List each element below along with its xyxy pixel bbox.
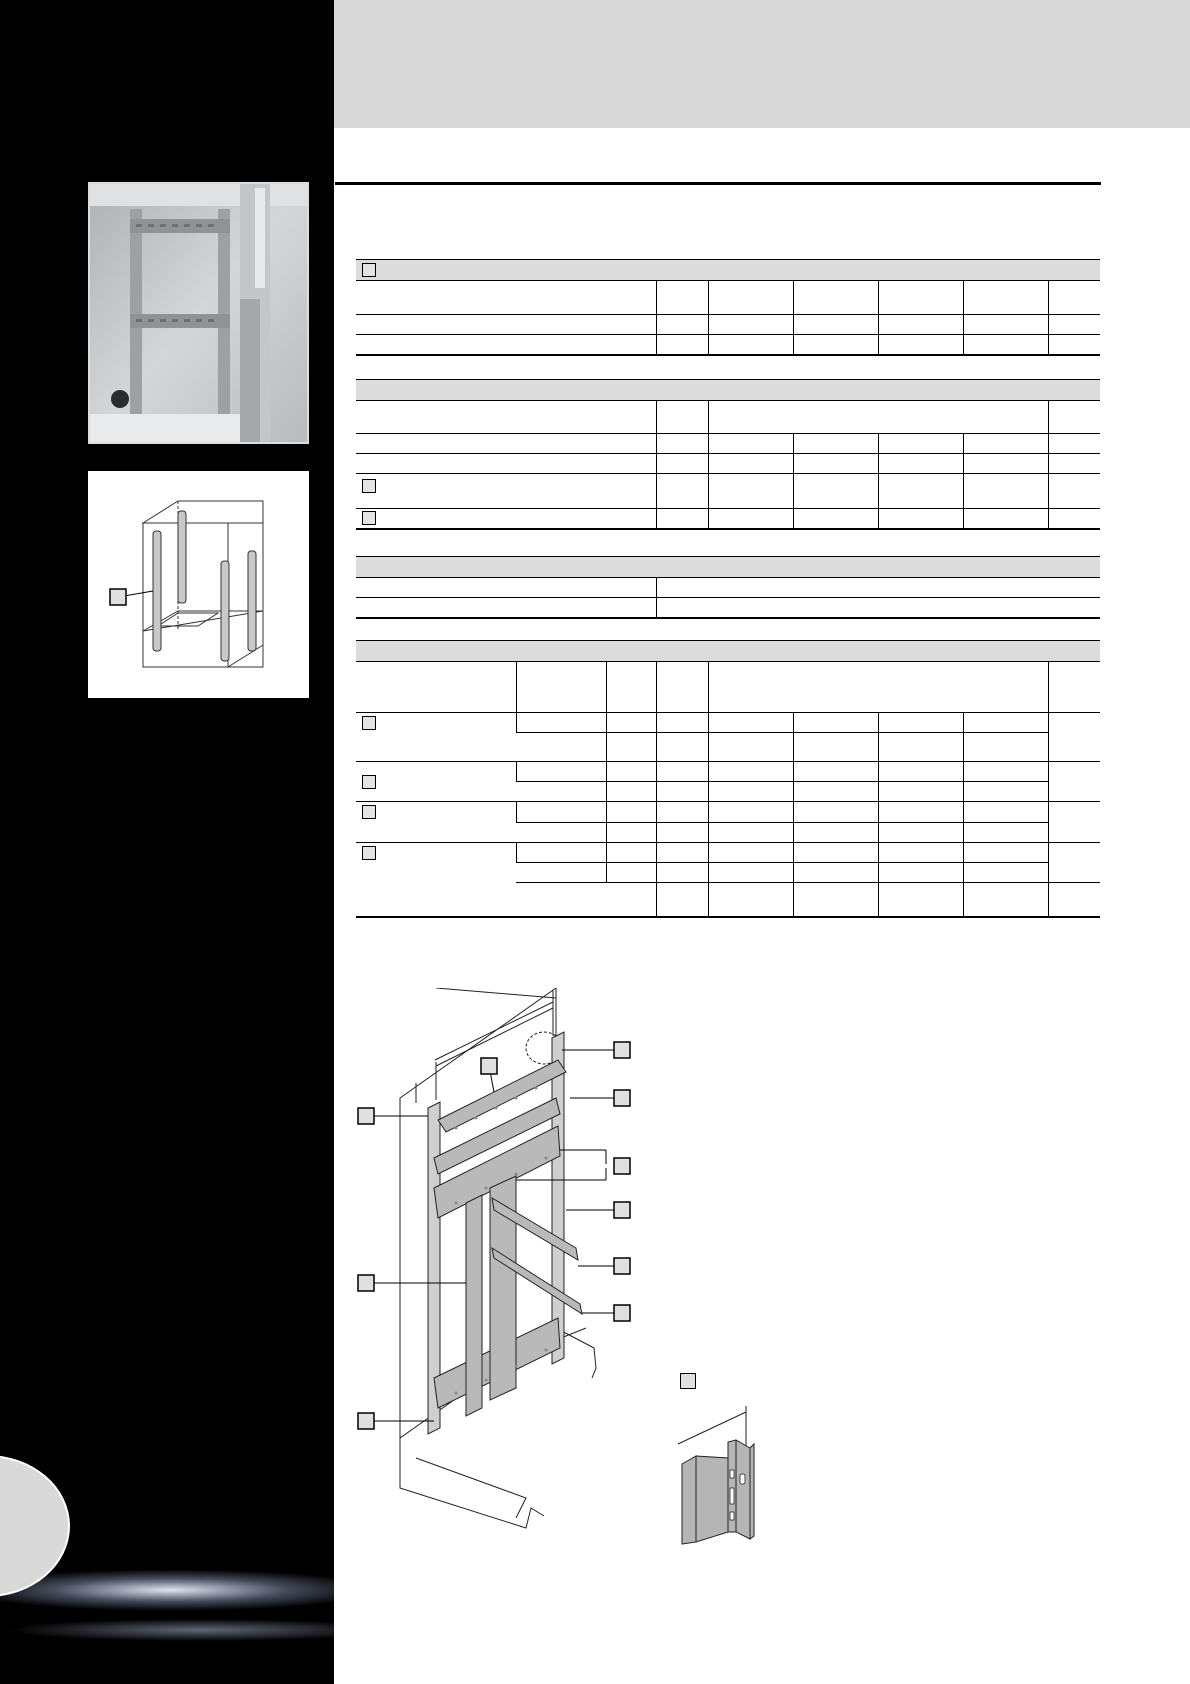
table-4-key-box-a [362, 716, 376, 730]
title-rule [335, 182, 1101, 185]
cabinet-interior-photo [88, 182, 309, 444]
cabinet-frame-sketch [88, 471, 309, 698]
spec-table-2 [356, 379, 1100, 530]
spec-table-1 [356, 259, 1100, 356]
header-band [334, 0, 1190, 128]
table-4-header [356, 641, 1100, 662]
table-row [356, 454, 1100, 474]
table-row [356, 281, 1100, 315]
table-2-header [356, 380, 1100, 401]
table-row [356, 401, 1100, 434]
punched-rail-profile-detail [676, 1404, 786, 1549]
table-row [356, 335, 1100, 355]
table-2-key-box-a [362, 479, 376, 493]
table-row [356, 434, 1100, 454]
table-4-key-box-b [362, 775, 376, 789]
table-4-key-box-c [362, 805, 376, 819]
table-row [356, 598, 1100, 618]
table-1-key-box [362, 263, 376, 277]
spec-table-3 [356, 556, 1100, 619]
table-3-header [356, 557, 1100, 578]
spec-table-4 [356, 640, 1100, 918]
table-row [356, 578, 1100, 598]
table-row [356, 762, 1100, 782]
table-1-header [356, 260, 1100, 281]
detail-key-box [680, 1373, 696, 1389]
table-row [356, 802, 1100, 823]
sidebar-light-streak-lower [0, 1600, 334, 1660]
table-2-key-box-b [362, 511, 376, 525]
table-row [356, 509, 1100, 529]
table-row [356, 662, 1100, 713]
table-row [356, 474, 1100, 509]
table-row [356, 713, 1100, 733]
table-row [356, 315, 1100, 335]
table-4-key-box-d [362, 846, 376, 860]
mounting-rails-exploded-diagram [356, 988, 646, 1548]
table-row [356, 843, 1100, 863]
